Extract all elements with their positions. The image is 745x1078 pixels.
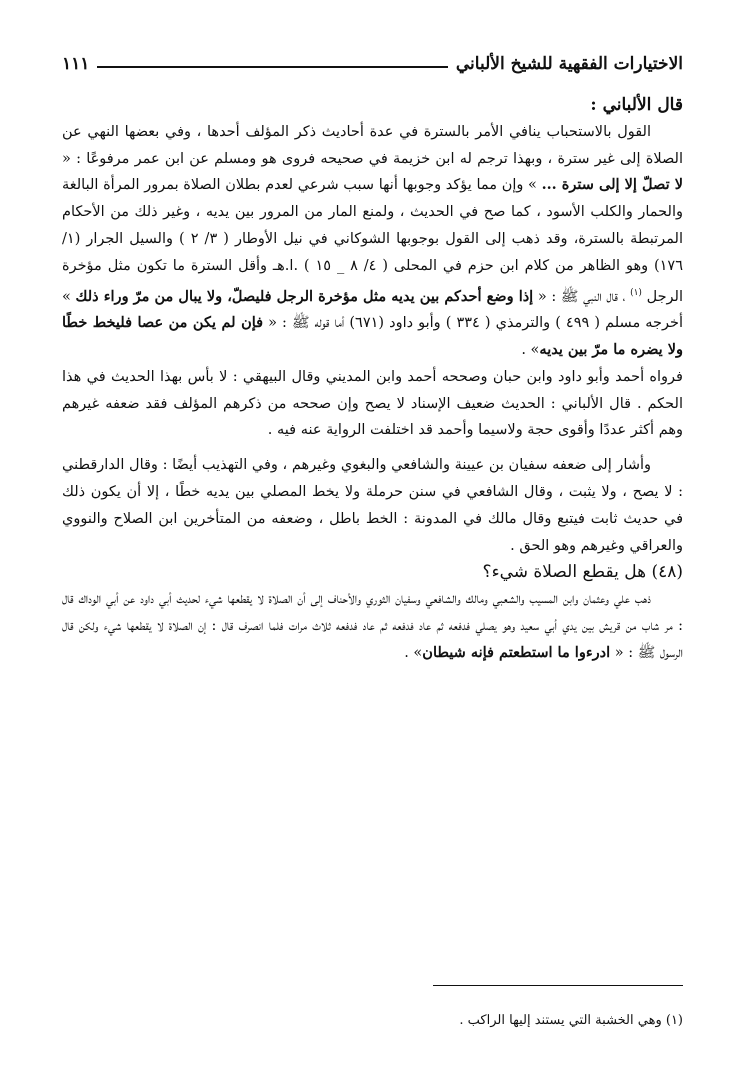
paragraph-1: [62, 119, 683, 364]
header-rule: [97, 66, 447, 68]
p1-hadith-mukhirah: إذا وضع أحدكم بين يديه مثل مؤخرة الرجل فليصلّ، ولا يبال من مرّ وراء ذلك: [75, 287, 534, 305]
page-content: [62, 92, 683, 667]
p1-text-a: القول بالاستحباب ينافي الأمر بالسترة في عدة أحاديث ذكر المؤلف أحدها ، وفي بعضها النهي عن الصلاة إلى غير سترة ، وبهذا ترجم له ابن خزيمة في صحيحه فروى هو ومسلم عن ابن عمر مرفوعًا : «: [62, 123, 683, 167]
p4-text-c: » .: [404, 644, 423, 661]
p4-hadith-idrau: ادرءوا ما استطعتم فإنه شيطان: [422, 643, 611, 661]
p1-text-h: » .: [521, 342, 540, 358]
footnote: (١) وهي الخشبة التي يستند إليها الراكب .: [459, 1013, 683, 1028]
section-heading: قال الألباني :: [590, 95, 683, 115]
p1-hadith-khatt: فإن لم يكن من عصا فليخط خطًا ولا يضره ما مرّ بين يديه: [62, 314, 683, 358]
running-title: الاختيارات الفقهية للشيخ الألباني: [455, 54, 683, 74]
footnote-rule: [433, 985, 683, 986]
p1-text-c: » وإن مما يؤكد وجوبها أنها سبب شرعي لعدم بطلان الصلاة بمرور المرأة البالغة والحمار والكلب الأسود ، كما صح في الحديث ، ولمنع المار من المرور بين يديه ، وغير ذلك من الأحكام المرتبطة بالسترة، وقد ذهب إلى القول بوجوبها الشوكاني في نيل الأوطار ( ٣/ ٢ ) والسيل الجرار (١/ ١٧٦) وهو الظاهر من كلام ابن حزم في المحلى ( ٤/ ٨ _ ١٥ ) .ا.هـ وأقل السترة ما تكون مثل مؤخرة الرجل: [62, 177, 684, 305]
page-header: [62, 44, 683, 74]
p1-text-f: » أخرجه مسلم ( ٤٩٩ ) والترمذي ( ٣٣٤ ) وأبو داود (٦٧١) أما قوله ﷺ : «: [62, 288, 684, 332]
footnote-marker: (١): [630, 287, 642, 298]
p1-text-d: ، قال النبي ﷺ : «: [533, 288, 631, 305]
sub-heading-48: (٤٨) هل يقطع الصلاة شيء؟: [482, 562, 683, 583]
page-number: ١١١: [62, 54, 90, 74]
paragraph-3: وأشار إلى ضعفه سفيان بن عيينة والشافعي والبغوي وغيرهم ، وفي التهذيب أيضًا : وقال الدارقطني : لا يصح ، ولا يثبت ، وقال الشافعي في سنن حرملة ولا يخط المصلي بين يديه خطًا ، إلا أن يكون ذلك في حديث ثابت فيتبع وقال مالك في المدونة : الخط باطل ، وضعفه من المتأخرين ابن الصلاح والنووي والعراقي وغيرهم وهو الحق .: [62, 457, 683, 554]
paragraph-4: [62, 586, 683, 666]
p4-text-a: ذهب علي وعثمان وابن المسيب والشعبي ومالك والشافعي وسفيان الثوري والأحناف إلى أن الصلاة لا يقطعها شيء لحديث أبي داود عن أبي الوداك قال : مر شاب من قريش بين يدي أبي سعيد وهو يصلي فدفعه ثم عاد فدفعه ثم عاد فدفعه ثلاث مرات فلما انصرف قال : إن الصلاة لا يقطعها شيء ولكن قال الرسول ﷺ : «: [62, 591, 683, 661]
p1-hadith-sutra: لا تصلّ إلا إلى سترة ...: [541, 176, 683, 194]
paragraph-2: فرواه أحمد وأبو داود وابن حبان وصححه أحمد وابن المديني وقال البيهقي : لا بأس بهذا الحديث في هذا الحكم . قال الألباني : الحديث ضعيف الإسناد لا يصح وإن صححه من ذكرهم المؤلف فقد ضعفه غيرهم وهم أكثر عددًا وأقوى حجة ولاسيما وأحمد قد اختلفت الرواية عنه فيه .: [62, 368, 683, 439]
